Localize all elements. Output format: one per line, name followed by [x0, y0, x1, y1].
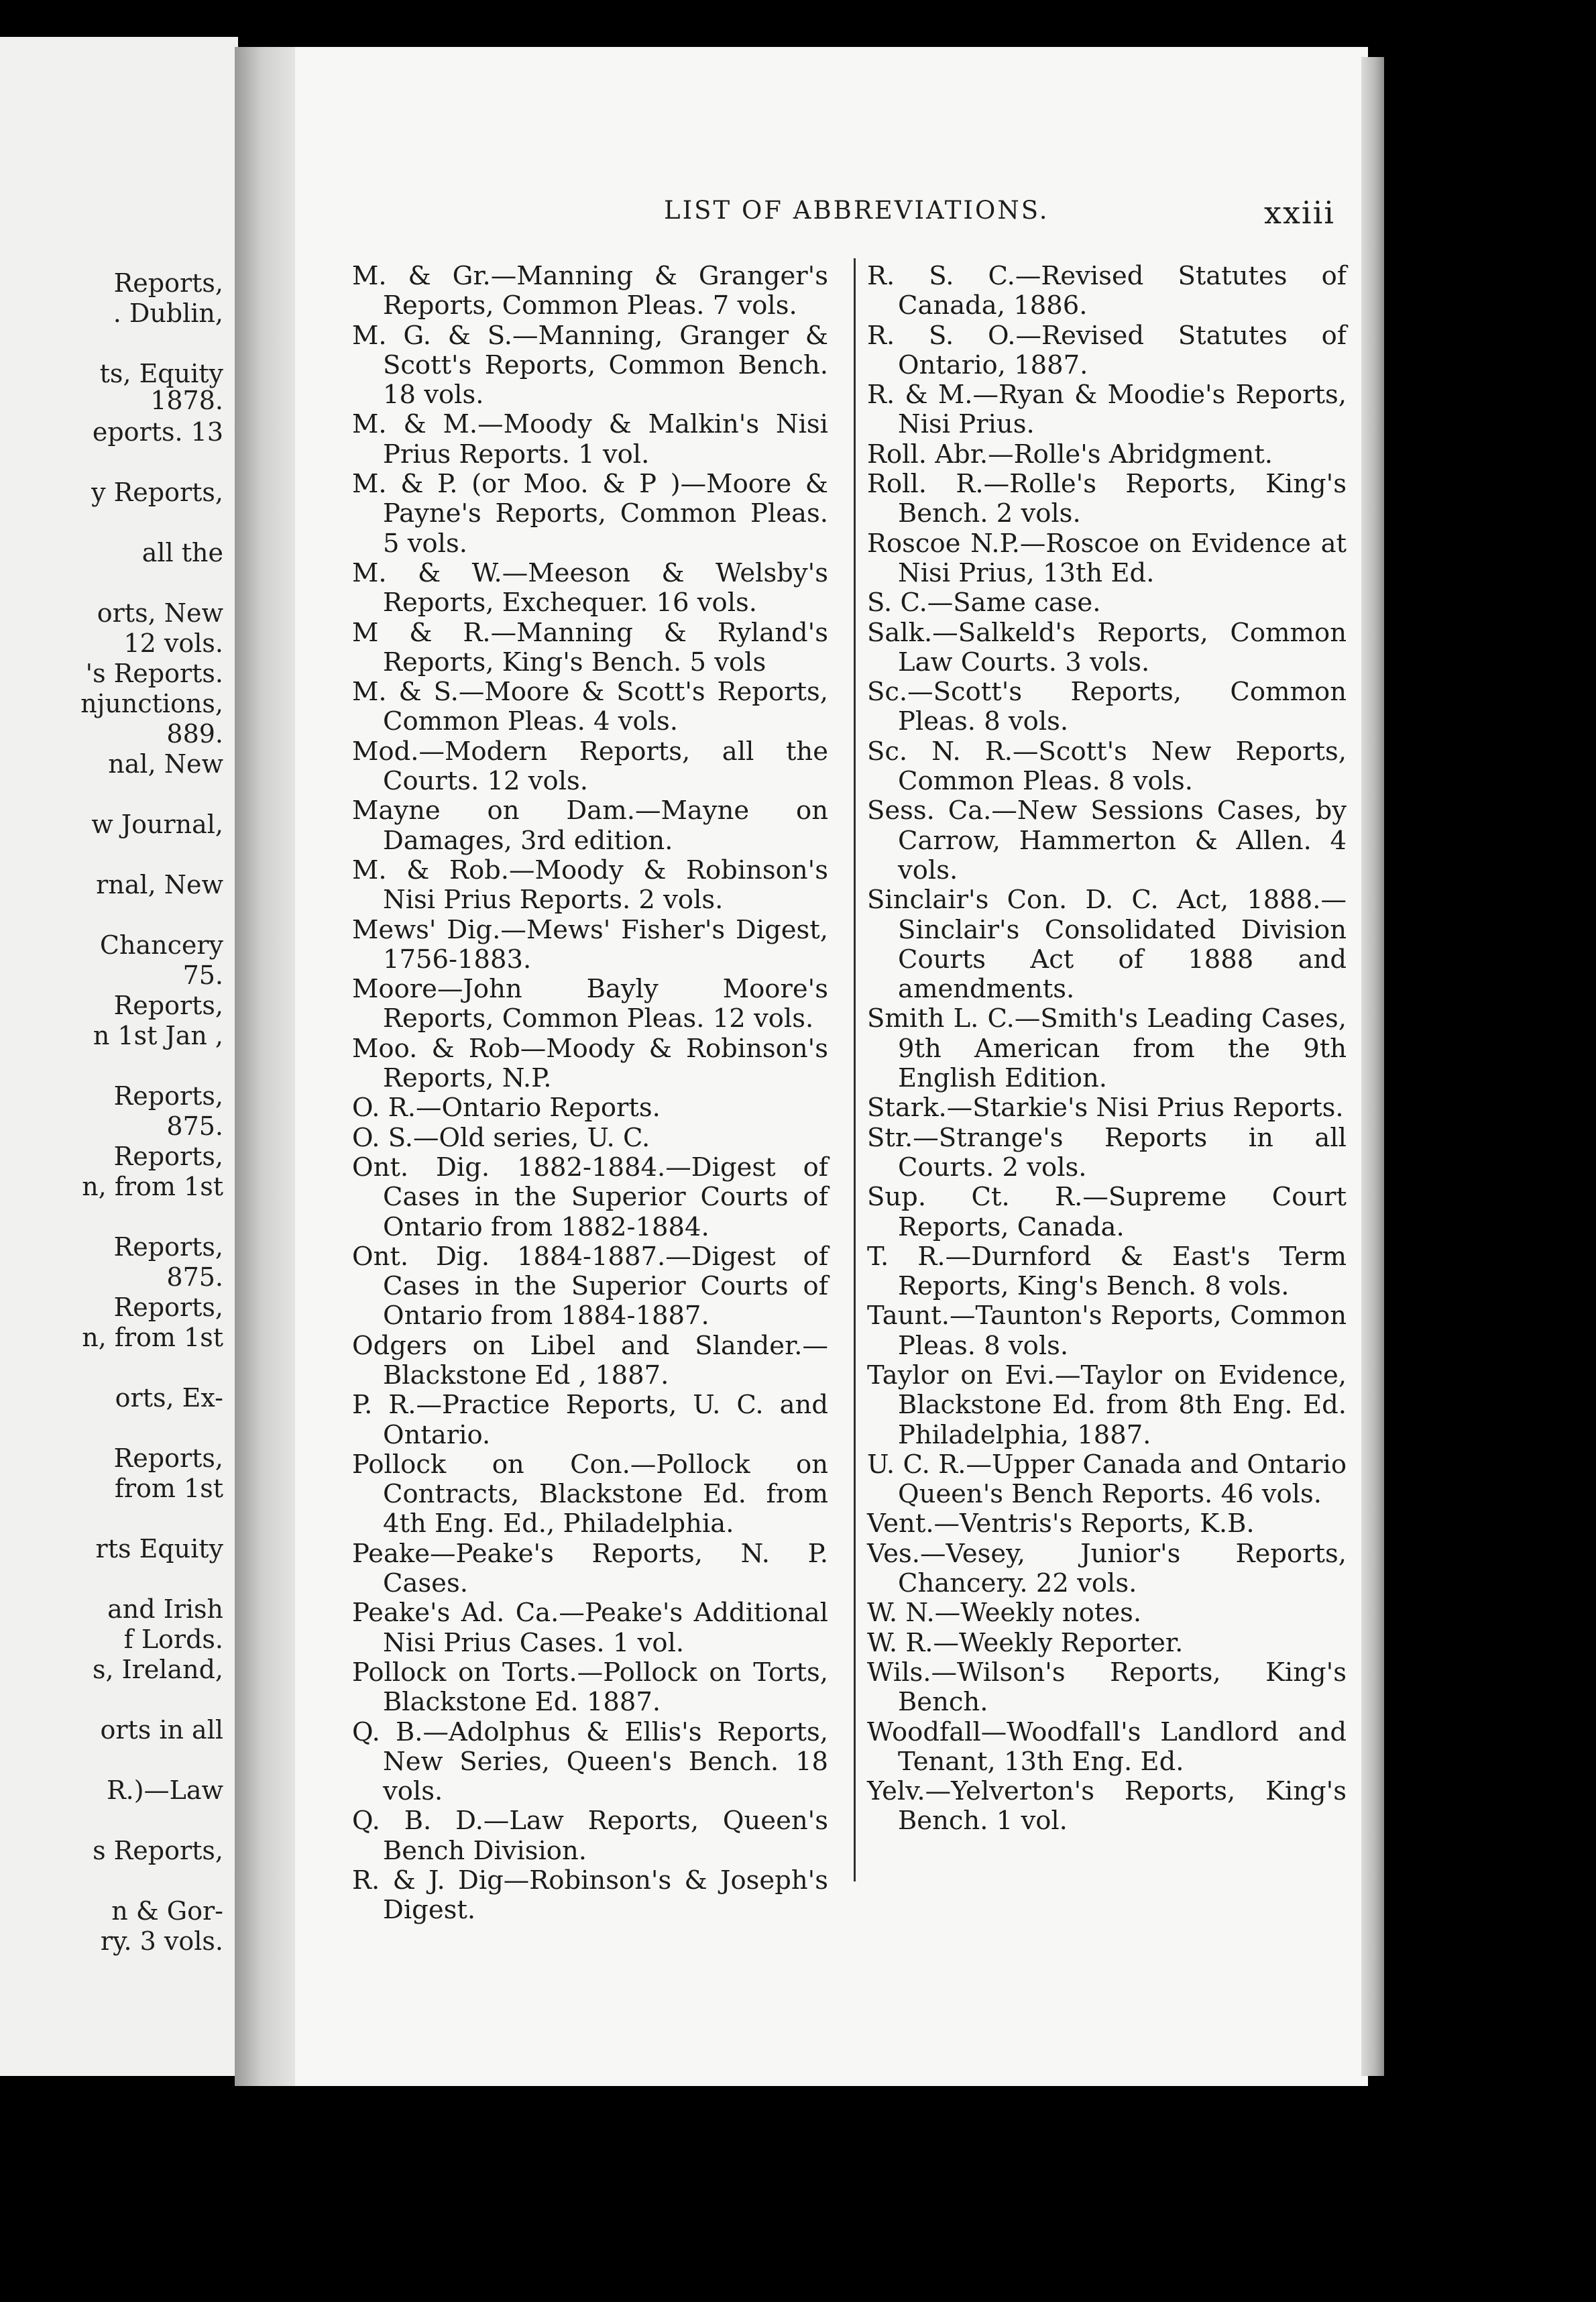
abbreviation-entry: R. & J. Dig—Robinson's & Joseph's Digest.	[352, 1865, 828, 1926]
abbreviation-entry: Ont. Dig. 1882-1884.—Digest of Cases in the Superior Courts of Ontario from 1882-1884.	[352, 1152, 828, 1242]
facing-page-text-fragment: Reports,	[113, 1443, 223, 1473]
facing-page-text-fragment: 75.	[182, 961, 223, 990]
abbreviation-entry: O. R.—Ontario Reports.	[352, 1093, 661, 1123]
facing-page-text-fragment: rts Equity	[95, 1534, 223, 1564]
abbreviation-entry: Ont. Dig. 1884-1887.—Digest of Cases in the Superior Courts of Ontario from 1884-1887.	[352, 1241, 828, 1331]
facing-page-text-fragment: 12 vols.	[123, 628, 223, 658]
abbreviation-entry: M & R.—Manning & Ryland's Reports, King's Bench. 5 vols	[352, 617, 828, 677]
abbreviation-entry: Taylor on Evi.—Taylor on Evidence, Blackstone Ed. from 8th Eng. Ed. Philadelphia, 1887.	[867, 1360, 1347, 1450]
facing-page-text-fragment: ry. 3 vols.	[100, 1926, 223, 1956]
abbreviation-entry: M. & P. (or Moo. & P )—Moore & Payne's Reports, Common Pleas. 5 vols.	[352, 469, 828, 559]
abbreviation-entry: R. & M.—Ryan & Moodie's Reports, Nisi Prius.	[867, 380, 1347, 440]
abbreviation-entry: Stark.—Starkie's Nisi Prius Reports.	[867, 1093, 1344, 1123]
abbreviation-entry: Wils.—Wilson's Reports, King's Bench.	[867, 1657, 1347, 1718]
facing-page-text-fragment: w Journal,	[91, 810, 223, 839]
facing-page-text-fragment: 's Reports.	[85, 659, 223, 688]
abbreviation-entry: M. G. & S.—Manning, Granger & Scott's Reports, Common Bench. 18 vols.	[352, 320, 828, 410]
abbreviation-entry: W. N.—Weekly notes.	[867, 1598, 1142, 1629]
abbreviation-entry: Pollock on Torts.—Pollock on Torts, Blackstone Ed. 1887.	[352, 1657, 828, 1718]
facing-page-text-fragment: njunctions,	[80, 689, 223, 718]
abbreviation-entry: Sinclair's Con. D. C. Act, 1888.—Sinclair's Consolidated Division Courts Act of 1888 and amendments.	[867, 885, 1347, 1005]
facing-page-text-fragment: R.)—Law	[107, 1775, 223, 1805]
column-divider-rule	[854, 258, 856, 1881]
facing-page-text-fragment: nal, New	[108, 749, 223, 779]
facing-page-fragment	[0, 37, 238, 2076]
facing-page-text-fragment: 875.	[166, 1111, 223, 1141]
abbreviation-entry: U. C. R.—Upper Canada and Ontario Queen's Bench Reports. 46 vols.	[867, 1449, 1347, 1510]
facing-page-text-fragment: Reports,	[113, 268, 223, 298]
abbreviation-entry: R. S. C.—Revised Statutes of Canada, 1886.	[867, 261, 1347, 321]
facing-page-text-fragment: eports. 13	[92, 417, 223, 447]
abbreviation-entry: Q. B.—Adolphus & Ellis's Reports, New Series, Queen's Bench. 18 vols.	[352, 1716, 828, 1807]
abbreviation-entry: Sc.—Scott's Reports, Common Pleas. 8 vols.	[867, 677, 1347, 737]
abbreviation-column-right	[867, 262, 1347, 1837]
facing-page-text-fragment: s Reports,	[93, 1836, 223, 1865]
abbreviation-entry: M. & M.—Moody & Malkin's Nisi Prius Reports. 1 vol.	[352, 409, 828, 470]
facing-page-text-fragment: s, Ireland,	[92, 1655, 223, 1684]
facing-page-text-fragment: Reports,	[113, 1232, 223, 1262]
abbreviation-entry: Moo. & Rob—Moody & Robinson's Reports, N.P.	[352, 1033, 828, 1094]
abbreviation-entry: M. & S.—Moore & Scott's Reports, Common Pleas. 4 vols.	[352, 677, 828, 737]
abbreviation-entry: P. R.—Practice Reports, U. C. and Ontario.	[352, 1390, 828, 1450]
facing-page-text-fragment: from 1st	[114, 1474, 223, 1503]
abbreviation-entry: Woodfall—Woodfall's Landlord and Tenant, 13th Eng. Ed.	[867, 1716, 1347, 1777]
facing-page-text-fragment: Reports,	[113, 1293, 223, 1322]
running-title: LIST OF ABBREVIATIONS.	[664, 196, 1049, 225]
abbreviation-entry: O. S.—Old series, U. C.	[352, 1122, 650, 1153]
abbreviation-entry: M. & Gr.—Manning & Granger's Reports, Common Pleas. 7 vols.	[352, 261, 828, 321]
facing-page-text-fragment: orts in all	[100, 1715, 223, 1745]
facing-page-text-fragment: orts, New	[97, 598, 223, 628]
facing-page-text-fragment: and Irish	[107, 1594, 223, 1624]
abbreviation-column-left	[352, 262, 828, 1926]
facing-page-text-fragment: y Reports,	[91, 478, 223, 507]
page-number: xxiii	[1264, 195, 1336, 231]
abbreviation-entry: R. S. O.—Revised Statutes of Ontario, 1887.	[867, 320, 1347, 380]
abbreviation-entry: Q. B. D.—Law Reports, Queen's Bench Division.	[352, 1806, 828, 1866]
abbreviation-entry: Sup. Ct. R.—Supreme Court Reports, Canada.	[867, 1182, 1347, 1242]
abbreviation-entry: Mayne on Dam.—Mayne on Damages, 3rd edition.	[352, 796, 828, 856]
abbreviation-entry: Sess. Ca.—New Sessions Cases, by Carrow, Hammerton & Allen. 4 vols.	[867, 796, 1347, 885]
facing-page-text-fragment: n, from 1st	[82, 1172, 223, 1201]
abbreviation-entry: Roll. R.—Rolle's Reports, King's Bench. 2 vols.	[867, 469, 1347, 529]
facing-page-text-fragment: 875.	[166, 1262, 223, 1292]
abbreviation-entry: Smith L. C.—Smith's Leading Cases, 9th American from the 9th English Edition.	[867, 1003, 1347, 1094]
abbreviation-entry: Salk.—Salkeld's Reports, Common Law Courts. 3 vols.	[867, 617, 1347, 677]
abbreviation-entry: Ves.—Vesey, Junior's Reports, Chancery. 22 vols.	[867, 1538, 1347, 1599]
abbreviation-entry: Yelv.—Yelverton's Reports, King's Bench. 1 vol.	[867, 1776, 1347, 1837]
facing-page-text-fragment: . Dublin,	[113, 298, 223, 328]
abbreviation-entry: Roscoe N.P.—Roscoe on Evidence at Nisi Prius, 13th Ed.	[867, 528, 1347, 588]
facing-page-text-fragment: Reports,	[113, 991, 223, 1020]
abbreviation-entry: Vent.—Ventris's Reports, K.B.	[867, 1509, 1255, 1539]
abbreviation-entry: Taunt.—Taunton's Reports, Common Pleas. 8 vols.	[867, 1301, 1347, 1361]
facing-page-text-fragment: f Lords.	[123, 1625, 223, 1654]
facing-page-text-fragment: Reports,	[113, 1081, 223, 1111]
abbreviation-entry: Str.—Strange's Reports in all Courts. 2 vols.	[867, 1122, 1347, 1183]
facing-page-text-fragment: orts, Ex-	[115, 1383, 223, 1413]
facing-page-text-fragment: rnal, New	[96, 870, 223, 899]
abbreviation-entry: Peake—Peake's Reports, N. P. Cases.	[352, 1538, 828, 1599]
abbreviation-entry: Mews' Dig.—Mews' Fisher's Digest, 1756-1883.	[352, 914, 828, 975]
book-gutter-shadow	[235, 47, 302, 2086]
abbreviation-entry: M. & W.—Meeson & Welsby's Reports, Exchequer. 16 vols.	[352, 557, 828, 618]
abbreviation-entry: Mod.—Modern Reports, all the Courts. 12 vols.	[352, 736, 828, 797]
facing-page-text-fragment: Chancery	[99, 930, 223, 960]
abbreviation-entry: Sc. N. R.—Scott's New Reports, Common Pleas. 8 vols.	[867, 736, 1347, 797]
facing-page-text-fragment: n & Gor-	[111, 1896, 223, 1926]
abbreviation-entry: M. & Rob.—Moody & Robinson's Nisi Prius Reports. 2 vols.	[352, 855, 828, 916]
abbreviation-entry: Odgers on Libel and Slander.—Blackstone Ed , 1887.	[352, 1330, 828, 1390]
abbreviation-entry: W. R.—Weekly Reporter.	[867, 1627, 1184, 1658]
facing-page-text-fragment: 889.	[166, 719, 223, 749]
facing-page-text-fragment: Reports,	[113, 1142, 223, 1171]
facing-page-text-fragment: all the	[141, 538, 223, 567]
abbreviation-entry: Moore—John Bayly Moore's Reports, Common Pleas. 12 vols.	[352, 974, 828, 1034]
abbreviation-entry: Peake's Ad. Ca.—Peake's Additional Nisi Prius Cases. 1 vol.	[352, 1598, 828, 1658]
page-edge-shadow	[1361, 57, 1384, 2076]
facing-page-text-fragment: ts, Equity	[99, 359, 223, 388]
abbreviation-entry: Roll. Abr.—Rolle's Abridgment.	[867, 439, 1273, 470]
facing-page-text-fragment: n, from 1st	[82, 1323, 223, 1352]
facing-page-text-fragment: n 1st Jan ,	[93, 1021, 223, 1050]
abbreviation-entry: S. C.—Same case.	[867, 588, 1101, 618]
abbreviation-entry: T. R.—Durnford & East's Term Reports, King's Bench. 8 vols.	[867, 1241, 1347, 1302]
abbreviation-entry: Pollock on Con.—Pollock on Contracts, Blackstone Ed. from 4th Eng. Ed., Philadelphia.	[352, 1449, 828, 1539]
facing-page-text-fragment: 1878.	[150, 386, 223, 415]
